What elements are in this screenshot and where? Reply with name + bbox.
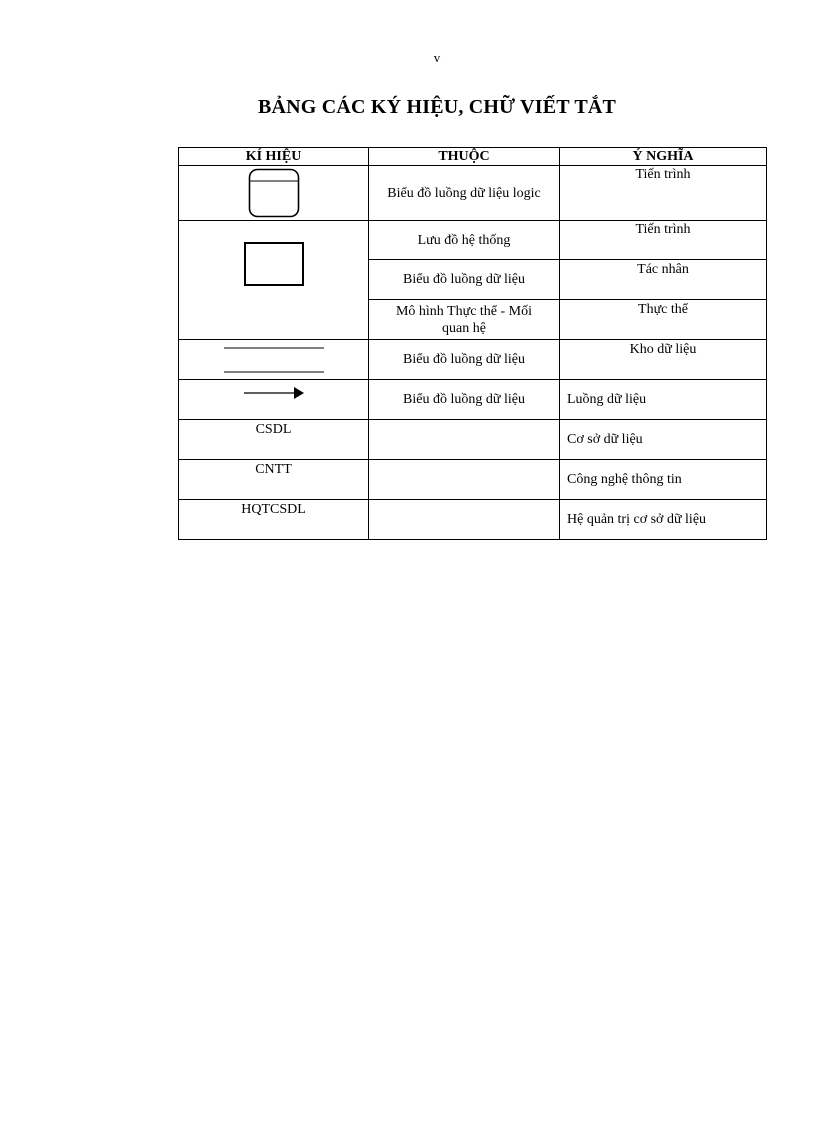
abbreviation-text: HQTCSDL: [241, 502, 306, 517]
header-y-nghia: Ý NGHĨA: [560, 148, 767, 166]
thuoc-text: Biểu đồ luồng dữ liệu: [403, 352, 525, 367]
symbol-cell: [179, 221, 369, 340]
arrow-icon: [244, 386, 304, 400]
thuoc-cell: [369, 166, 560, 221]
thuoc-cell: [369, 300, 560, 340]
thuoc-text: Biểu đồ luồng dữ liệu: [403, 272, 525, 287]
symbol-cell: [179, 420, 369, 460]
y-nghia-text: Luồng dữ liệu: [567, 392, 647, 407]
y-nghia-cell: [560, 380, 767, 420]
thuoc-cell: [369, 420, 560, 460]
y-nghia-cell: [560, 460, 767, 500]
y-nghia-text: Hệ quản trị cơ sở dữ liệu: [567, 512, 707, 527]
symbol-cell: [179, 340, 369, 380]
symbol-cell: [179, 380, 369, 420]
abbreviation-text: CNTT: [255, 462, 292, 477]
y-nghia-text: Cơ sở dữ liệu: [567, 432, 643, 447]
y-nghia-text: Thực thể: [638, 302, 688, 317]
symbol-cell: [179, 500, 369, 540]
abbreviation-text: CSDL: [255, 422, 292, 437]
y-nghia-cell: [560, 340, 767, 380]
y-nghia-cell: [560, 420, 767, 460]
y-nghia-cell: [560, 166, 767, 221]
table-header-row: [179, 148, 767, 166]
thuoc-cell: [369, 500, 560, 540]
y-nghia-text: Công nghệ thông tin: [567, 472, 682, 487]
y-nghia-cell: [560, 300, 767, 340]
header-ki-hieu: KÍ HIỆU: [179, 148, 369, 166]
y-nghia-text: Tác nhân: [637, 262, 689, 277]
symbols-table: [178, 147, 767, 540]
thuoc-cell: [369, 460, 560, 500]
thuoc-cell: [369, 260, 560, 300]
y-nghia-cell: [560, 260, 767, 300]
y-nghia-cell: [560, 221, 767, 260]
table-row: [179, 460, 767, 500]
table-row: [179, 221, 767, 260]
rounded-process-icon: [248, 168, 300, 218]
y-nghia-text: Tiến trình: [635, 222, 691, 237]
thuoc-text: Biểu đồ luồng dữ liệu: [403, 392, 525, 407]
header-thuoc: THUỘC: [369, 148, 560, 166]
page-number: v: [433, 50, 441, 65]
table-row: [179, 380, 767, 420]
symbol-cell: [179, 460, 369, 500]
table-row: [179, 340, 767, 380]
thuoc-text: Lưu đồ hệ thống: [417, 232, 511, 248]
y-nghia-cell: [560, 500, 767, 540]
thuoc-cell: [369, 380, 560, 420]
data-store-lines-icon: [224, 346, 324, 374]
table-row: [179, 166, 767, 221]
thuoc-text: Mô hình Thực thể - Mối quan hệ: [395, 303, 533, 336]
table-row: [179, 420, 767, 460]
y-nghia-text: Tiến trình: [635, 167, 691, 182]
rectangle-icon: [244, 242, 304, 286]
symbol-cell: [179, 166, 369, 221]
y-nghia-text: Kho dữ liệu: [629, 342, 697, 357]
thuoc-text: Biểu đồ luồng dữ liệu logic: [387, 185, 541, 201]
table-row: [179, 500, 767, 540]
thuoc-cell: [369, 340, 560, 380]
thuoc-cell: [369, 221, 560, 260]
page-title: BẢNG CÁC KÝ HIỆU, CHỮ VIẾT TẮT: [257, 96, 617, 118]
